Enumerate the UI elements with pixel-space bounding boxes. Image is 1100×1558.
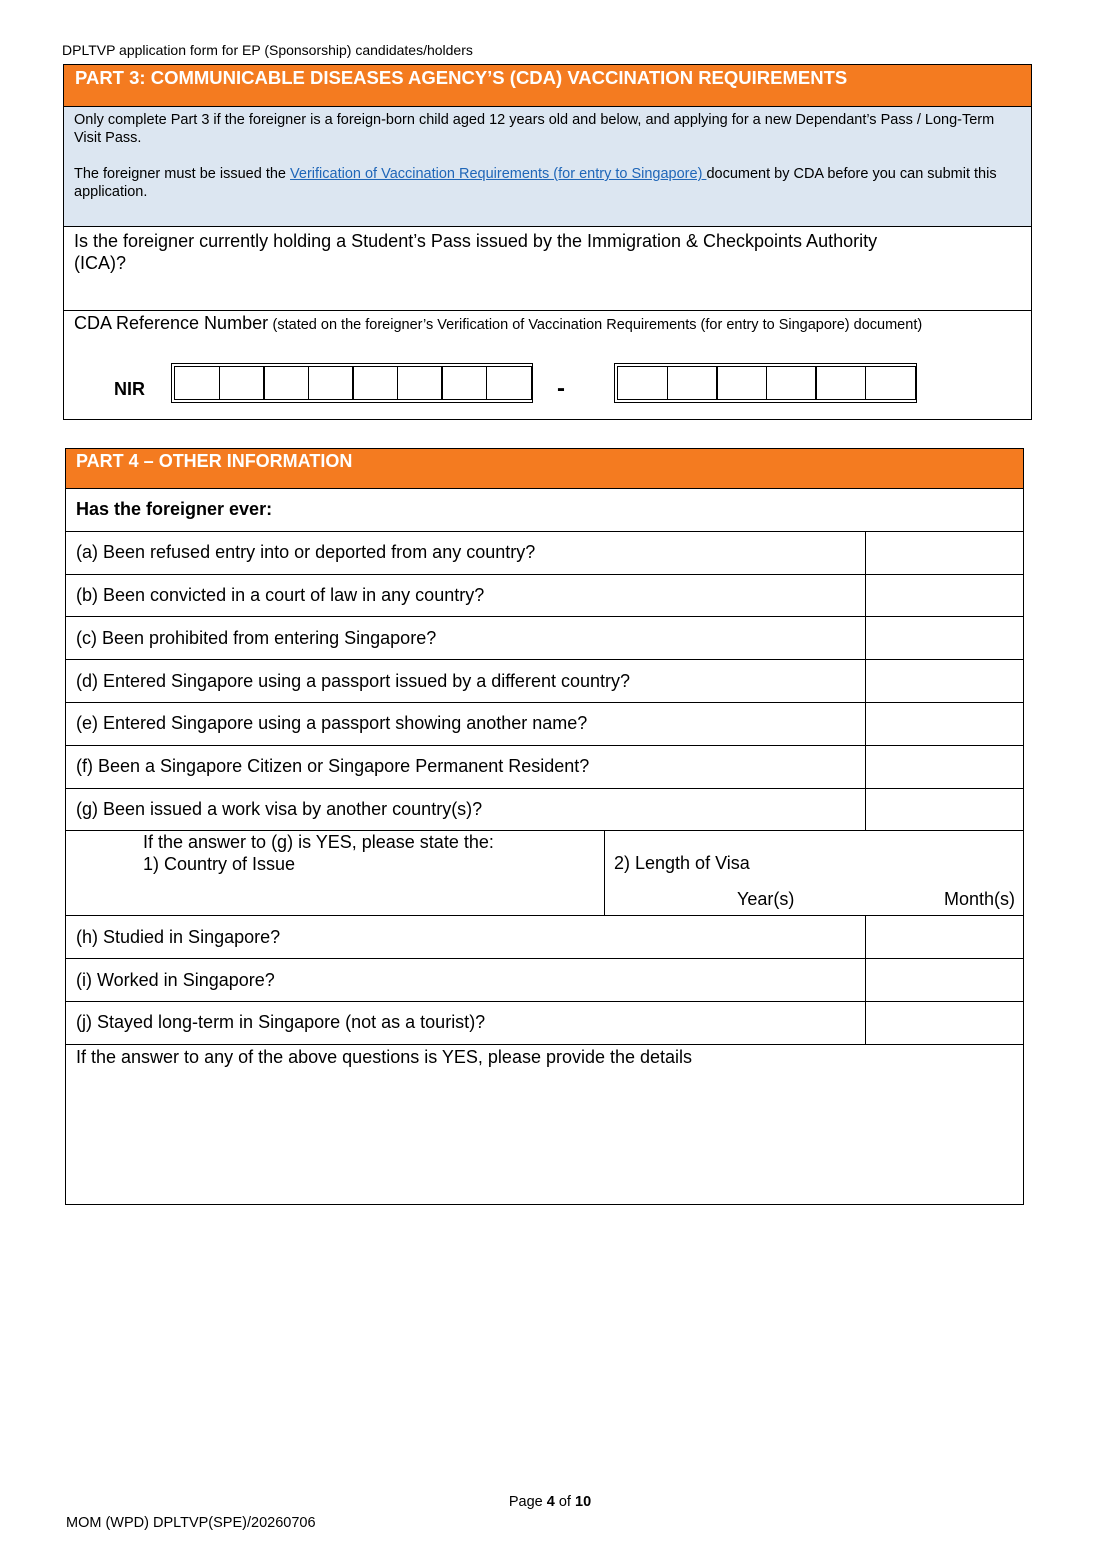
work-visa-details-row (66, 831, 1024, 916)
g-followup-label: If the answer to (g) is YES, please state the: (143, 832, 494, 853)
question-row-a (66, 531, 1024, 574)
question-row-b (66, 574, 1024, 617)
question-label: (j) Stayed long-term in Singapore (not as a tourist)? (66, 1001, 866, 1044)
part4-section (65, 448, 1023, 1205)
question-label: (g) Been issued a work visa by another country(s)? (66, 788, 866, 831)
nir-digit-box[interactable] (352, 366, 398, 400)
part3-instructions (64, 107, 1031, 227)
nir-suffix-box[interactable] (617, 366, 668, 400)
answer-cell-g[interactable] (866, 788, 1024, 831)
question-label: (c) Been prohibited from entering Singapore? (66, 617, 866, 660)
nir-digit-box[interactable] (219, 366, 265, 400)
cda-reference-note: (stated on the foreigner’s Verification of Vaccination Requirements (for entry to Singapore) document) (272, 317, 923, 333)
length-of-visa-field[interactable] (605, 831, 1024, 916)
answer-cell-c[interactable] (866, 617, 1024, 660)
nir-suffix-box[interactable] (865, 366, 916, 400)
nir-suffix-boxes (614, 363, 917, 403)
nir-suffix-box[interactable] (667, 366, 718, 400)
cda-reference-row (64, 311, 1031, 417)
country-of-issue-field[interactable] (66, 831, 605, 916)
running-header: DPLTVP application form for EP (Sponsorship) candidates/holders (62, 42, 473, 58)
months-label: Month(s) (944, 889, 1016, 910)
nir-suffix-box[interactable] (716, 366, 767, 400)
question-label: (i) Worked in Singapore? (66, 959, 866, 1002)
answer-cell-h[interactable] (866, 916, 1024, 959)
part4-table (65, 448, 1024, 1205)
part3-title: PART 3: COMMUNICABLE DISEASES AGENCY’S (CDA) VACCINATION REQUIREMENTS (64, 65, 1031, 107)
answer-cell-i[interactable] (866, 959, 1024, 1002)
question-label: (a) Been refused entry into or deported from any country? (66, 531, 866, 574)
question-label: (b) Been convicted in a court of law in any country? (66, 574, 866, 617)
nir-digit-box[interactable] (308, 366, 354, 400)
question-label: (f) Been a Singapore Citizen or Singapore Permanent Resident? (66, 745, 866, 788)
question-row-h (66, 916, 1024, 959)
question-row-c (66, 617, 1024, 660)
question-row-e (66, 702, 1024, 745)
nir-digit-box[interactable] (486, 366, 532, 400)
question-label: (h) Studied in Singapore? (66, 916, 866, 959)
question-label: (e) Entered Singapore using a passport showing another name? (66, 702, 866, 745)
nir-digit-box[interactable] (263, 366, 309, 400)
part3-note-1: Only complete Part 3 if the foreigner is a foreign-born child aged 12 years old and below, and applying for a new Dependant’s Pass / Long-Term Visit Pass. (74, 112, 995, 146)
cda-reference-label: CDA Reference Number (74, 313, 269, 333)
question-row-f (66, 745, 1024, 788)
nir-digit-box[interactable] (397, 366, 443, 400)
nir-label: NIR (114, 379, 145, 399)
page-number: Page 4 of 10 (508, 1494, 592, 1510)
length-of-visa-label: 2) Length of Visa (614, 853, 750, 874)
part3-section (63, 64, 1032, 420)
answer-cell-a[interactable] (866, 531, 1024, 574)
question-row-d (66, 660, 1024, 703)
details-field[interactable] (66, 1044, 1024, 1204)
question-label: (d) Entered Singapore using a passport issued by a different country? (66, 660, 866, 703)
form-code: MOM (WPD) DPLTVP(SPE)/20260706 (66, 1515, 316, 1531)
nir-suffix-box[interactable] (815, 366, 866, 400)
nir-separator: - (557, 375, 565, 402)
vaccination-requirements-link[interactable]: Verification of Vaccination Requirements (for entry to Singapore) (290, 166, 707, 182)
nir-digit-box[interactable] (441, 366, 487, 400)
part3-note-2: The foreigner must be issued the Verification of Vaccination Requirements (for entry to Singapore) document by CDA before you can submit this application. (74, 166, 997, 200)
question-row-i (66, 959, 1024, 1002)
answer-cell-b[interactable] (866, 574, 1024, 617)
country-of-issue-label: 1) Country of Issue (143, 854, 296, 875)
years-label: Year(s) (737, 889, 795, 910)
details-label: If the answer to any of the above questions is YES, please provide the details (76, 1046, 693, 1067)
answer-cell-f[interactable] (866, 745, 1024, 788)
nir-digit-box[interactable] (174, 366, 220, 400)
question-row-j (66, 1001, 1024, 1044)
question-row-g (66, 788, 1024, 831)
answer-cell-e[interactable] (866, 702, 1024, 745)
student-pass-question-text: Is the foreigner currently holding a Student’s Pass issued by the Immigration & Checkpoints Authority (ICA)? (74, 231, 878, 273)
part4-intro: Has the foreigner ever: (66, 489, 1024, 532)
part4-title: PART 4 – OTHER INFORMATION (66, 449, 1024, 489)
nir-number-boxes (171, 363, 533, 403)
answer-cell-d[interactable] (866, 660, 1024, 703)
student-pass-question[interactable] (64, 227, 1031, 311)
answer-cell-j[interactable] (866, 1001, 1024, 1044)
nir-suffix-box[interactable] (766, 366, 817, 400)
